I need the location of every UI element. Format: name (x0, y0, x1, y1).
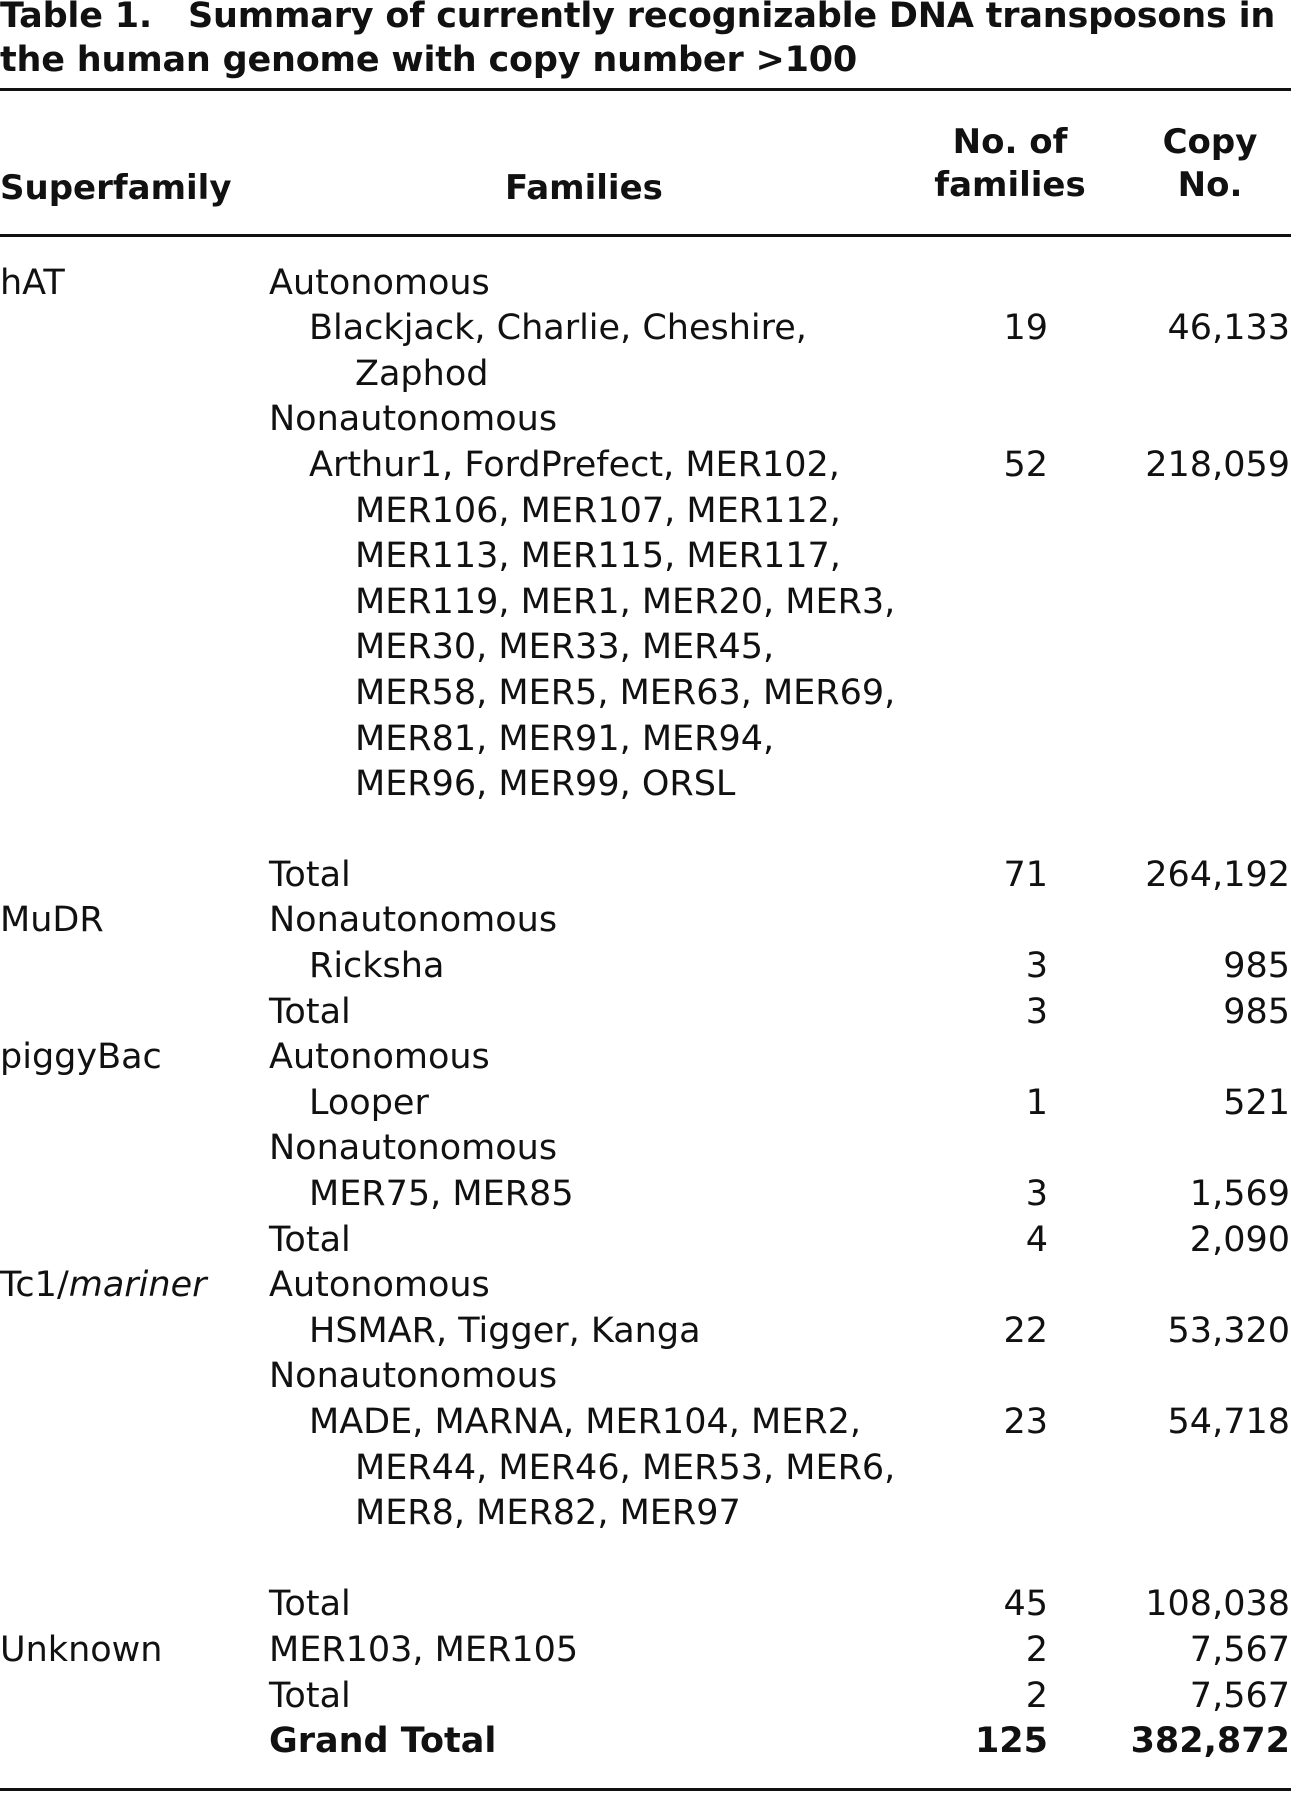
superfamily-unknown: Unknown (0, 1630, 163, 1670)
tc1-autonomous-count: 22 (1003, 1311, 1048, 1351)
mudr-nonautonomous-families: Ricksha (309, 946, 445, 986)
bottom-rule (0, 1788, 1291, 1791)
top-rule (0, 88, 1291, 91)
mudr-nonautonomous-count: 3 (1025, 946, 1048, 986)
header-num-families-line1: No. of (952, 122, 1068, 162)
piggybac-total-label: Total (269, 1220, 351, 1260)
hat-nonautonomous-families: Arthur1, FordPrefect, MER102, MER106, MER107, MER112, MER113, MER115, MER117, MER119, MER1, MER20, MER3, MER30, MER33, MER45, MER58, MER5, MER63, MER69, MER81, MER91, MER94, MER96, MER99, ORSL (309, 445, 896, 805)
superfamily-mudr: MuDR (0, 900, 104, 940)
header-families: Families (505, 168, 663, 208)
superfamily-tc1-mariner (0, 1263, 207, 1308)
hat-autonomous-label: Autonomous (269, 263, 490, 303)
tc1-prefix: Tc1/ (0, 1265, 69, 1305)
unknown-total-count: 2 (1025, 1676, 1048, 1716)
tc1-total-count: 45 (1003, 1584, 1048, 1624)
superfamily-piggybac: piggyBac (0, 1037, 162, 1077)
piggybac-autonomous-label: Autonomous (269, 1037, 490, 1077)
piggybac-nonautonomous-label: Nonautonomous (269, 1128, 558, 1168)
piggybac-autonomous-families: Looper (309, 1083, 429, 1123)
caption-title: Summary of currently recognizable DNA transposons in the human genome with copy number >100 (0, 0, 1276, 80)
piggybac-total-count: 4 (1025, 1220, 1048, 1260)
tc1-autonomous-families: HSMAR, Tigger, Kanga (309, 1311, 701, 1351)
hat-nonautonomous-label: Nonautonomous (269, 399, 558, 439)
piggybac-autonomous-count: 1 (1025, 1083, 1048, 1123)
tc1-autonomous-copies: 53,320 (1167, 1311, 1290, 1351)
tc1-nonautonomous-label: Nonautonomous (269, 1356, 558, 1396)
mudr-total-copies: 985 (1223, 992, 1290, 1032)
piggybac-nonautonomous-families: MER75, MER85 (309, 1174, 574, 1214)
hat-autonomous-count: 19 (1003, 308, 1048, 348)
hat-total-label: Total (269, 855, 351, 895)
tc1-total-label: Total (269, 1584, 351, 1624)
header-copy-line2: No. (1177, 165, 1243, 205)
hat-total-copies: 264,192 (1145, 855, 1290, 895)
hat-autonomous-families: Blackjack, Charlie, Cheshire, Zaphod (309, 308, 807, 394)
unknown-total-copies: 7,567 (1189, 1676, 1290, 1716)
table-caption (0, 0, 1291, 82)
mudr-total-count: 3 (1025, 992, 1048, 1032)
caption-label: Table 1. (0, 0, 153, 36)
hat-nonautonomous-copies: 218,059 (1145, 445, 1290, 485)
header-num-families-line2: families (934, 165, 1086, 205)
tc1-nonautonomous-families: MADE, MARNA, MER104, MER2, MER44, MER46, MER53, MER6, MER8, MER82, MER97 (309, 1402, 896, 1534)
grand-total-label: Grand Total (269, 1721, 497, 1761)
unknown-copies: 7,567 (1189, 1630, 1290, 1670)
header-num-families (920, 121, 1100, 207)
mudr-total-label: Total (269, 992, 351, 1032)
piggybac-total-copies: 2,090 (1189, 1220, 1290, 1260)
tc1-total-copies: 108,038 (1145, 1584, 1290, 1624)
hat-nonautonomous-count: 52 (1003, 445, 1048, 485)
grand-total-count: 125 (974, 1721, 1048, 1761)
tc1-mariner-italic: mariner (68, 1265, 207, 1305)
unknown-families: MER103, MER105 (269, 1630, 579, 1670)
hat-autonomous-copies: 46,133 (1167, 308, 1290, 348)
piggybac-autonomous-copies: 521 (1223, 1083, 1290, 1123)
piggybac-nonautonomous-copies: 1,569 (1189, 1174, 1290, 1214)
hat-total-count: 71 (1003, 855, 1048, 895)
mudr-nonautonomous-label: Nonautonomous (269, 900, 558, 940)
header-superfamily: Superfamily (0, 168, 232, 208)
superfamily-hat: hAT (0, 263, 65, 303)
tc1-autonomous-label: Autonomous (269, 1265, 490, 1305)
piggybac-nonautonomous-count: 3 (1025, 1174, 1048, 1214)
unknown-total-label: Total (269, 1676, 351, 1716)
header-copy-number (1140, 121, 1280, 207)
tc1-nonautonomous-copies: 54,718 (1167, 1402, 1290, 1442)
unknown-count: 2 (1025, 1630, 1048, 1670)
mudr-nonautonomous-copies: 985 (1223, 946, 1290, 986)
header-copy-line1: Copy (1162, 122, 1258, 162)
tc1-nonautonomous-count: 23 (1003, 1402, 1048, 1442)
header-rule (0, 234, 1291, 237)
grand-total-copies: 382,872 (1130, 1721, 1290, 1761)
